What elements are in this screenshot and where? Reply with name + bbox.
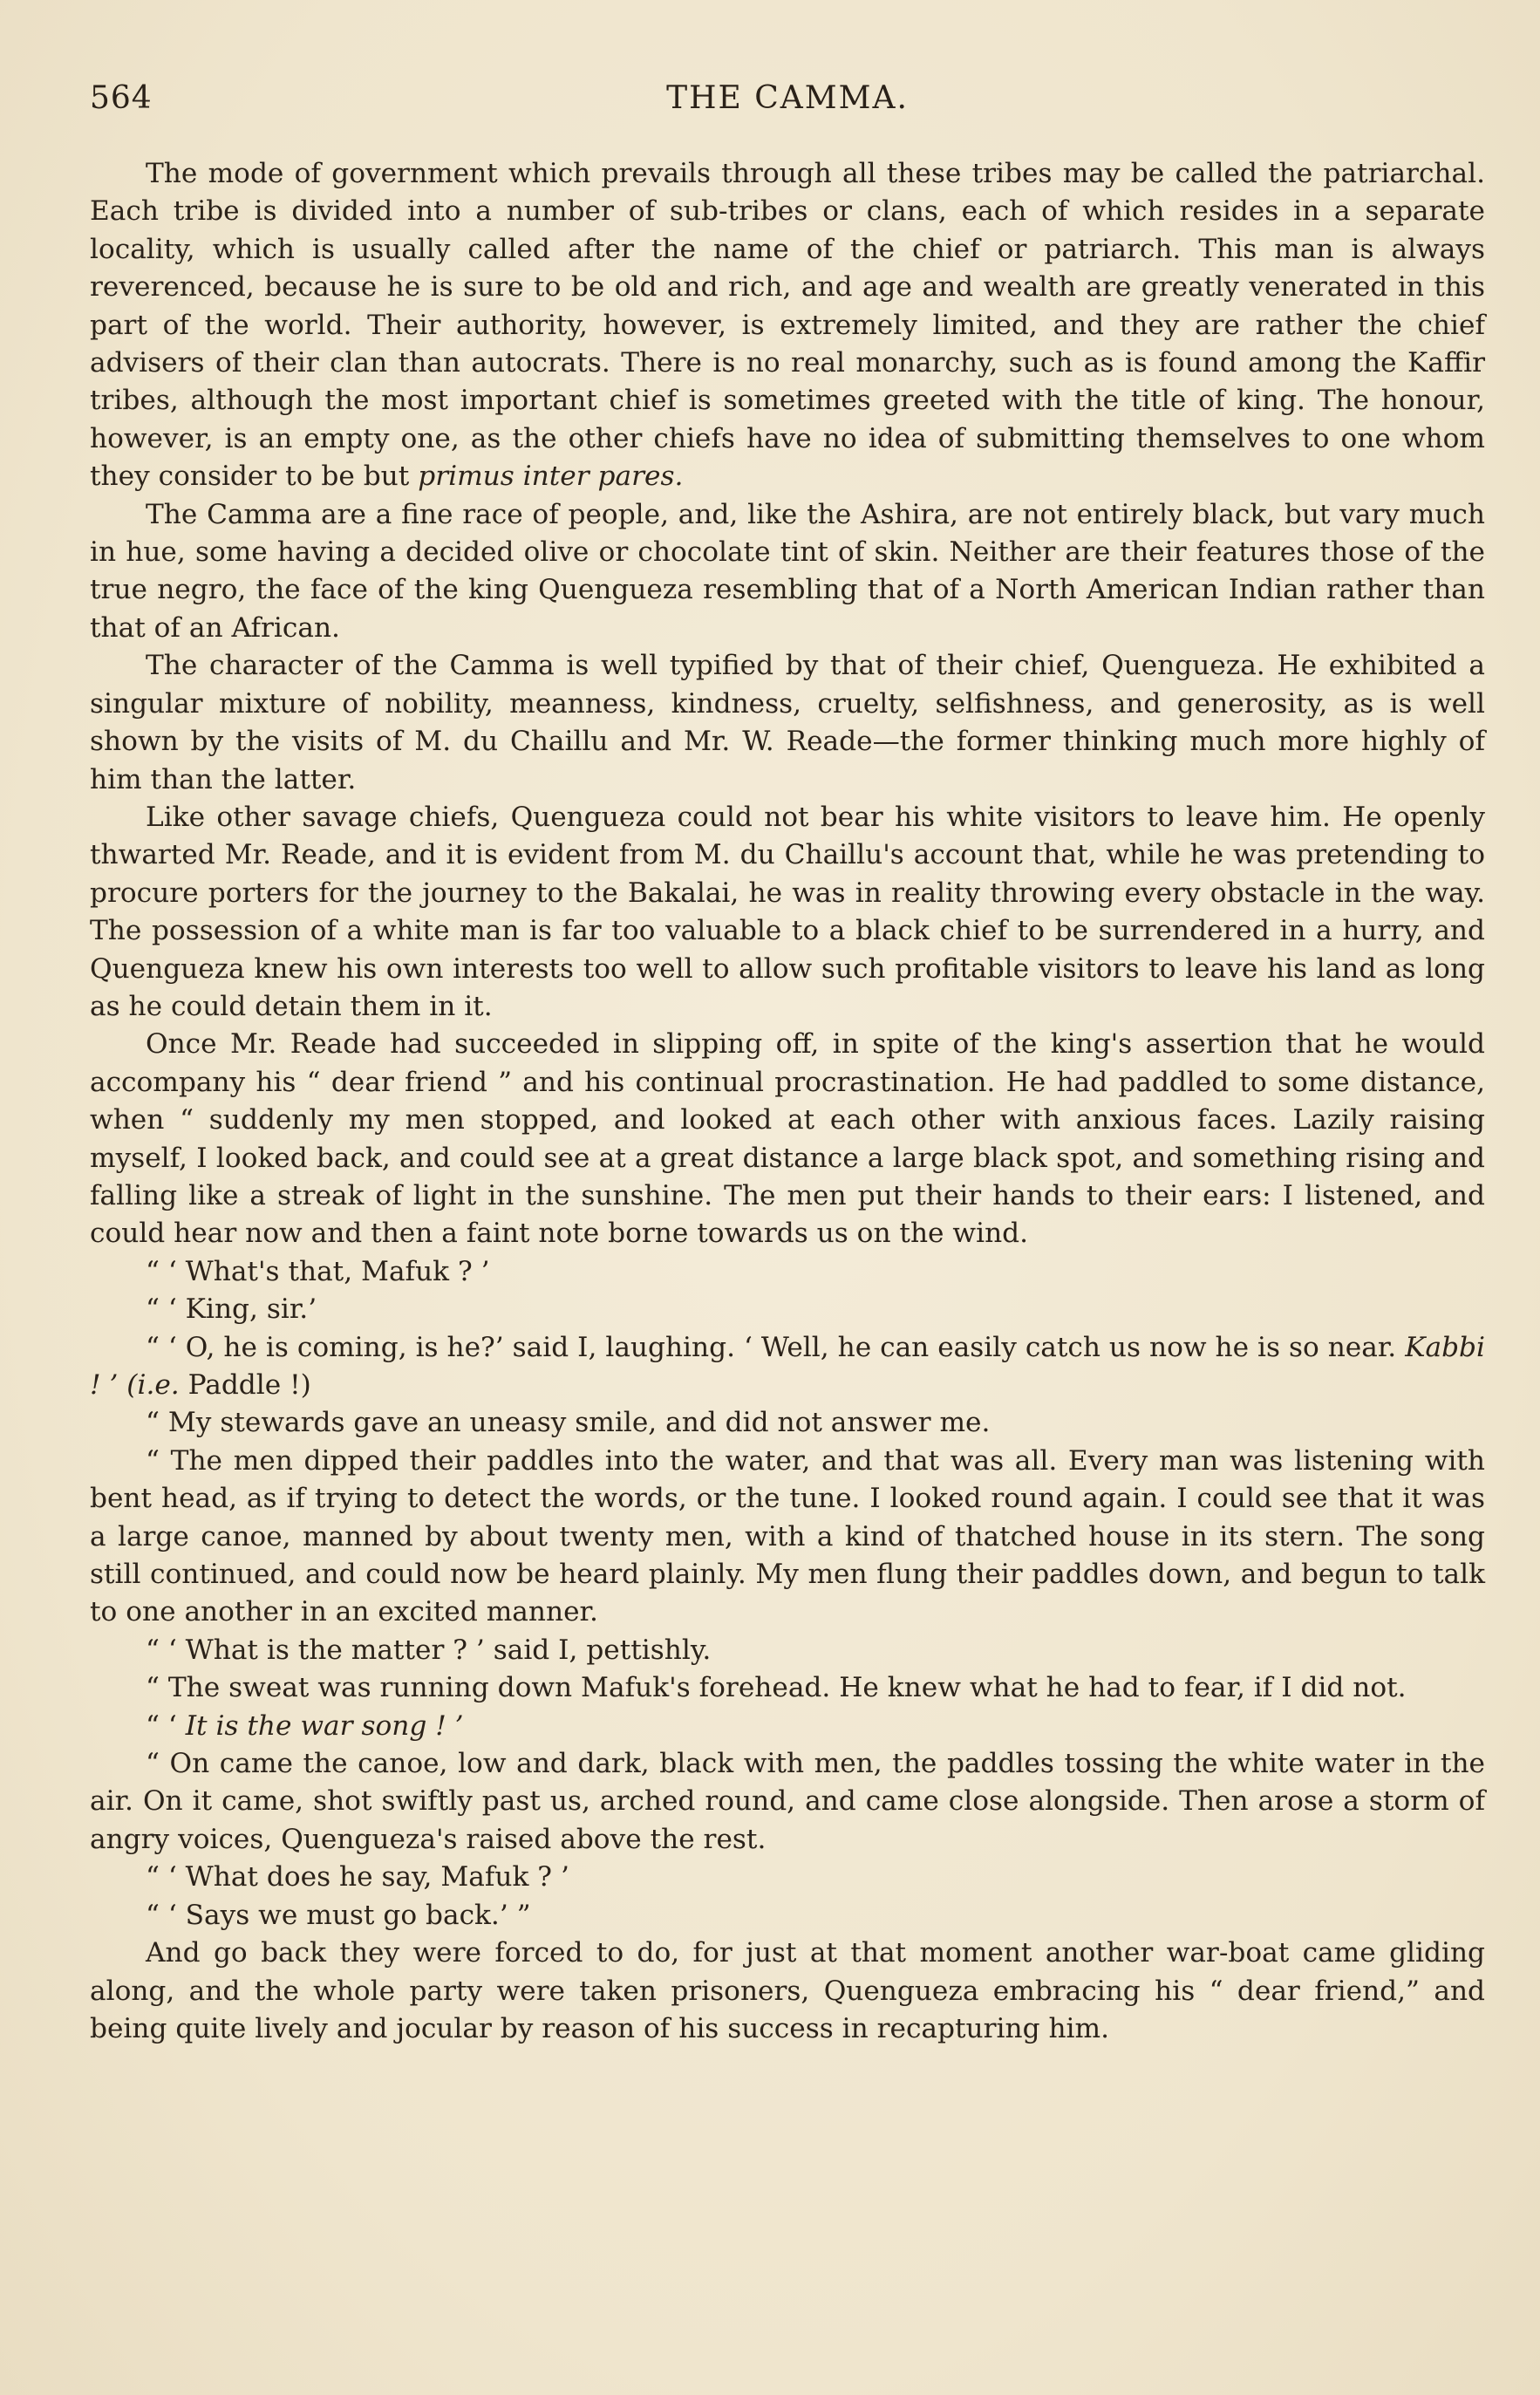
paragraph-stewards: “ My stewards gave an uneasy smile, and did not answer me. (146, 1407, 991, 1439)
italic-phrase: Kabbi ! ’ (90, 1331, 1485, 1401)
paragraph-reade-escape: Once Mr. Reade had succeeded in slipping off, in spite of the king's assertion that he would accompany his “ dear friend ” and his continual procrastination. He had paddled to some distance, when “ suddenly my men stopped, and looked at each other with anxious faces. Lazily raising myself, I looked back, and could see at a great distance a large black spot, and something rising and falling like a streak of light in the sunshine. The men put their hands to their ears: I listened, and could hear now and then a faint note borne towards us on the wind. (90, 1028, 1485, 1250)
paragraph-canoe: “ On came the canoe, low and dark, black with men, the paddles tossing the white water in the air. On it came, shot swiftly past us, arched round, and came close alongside. Then arose a storm of angry voices, Quengueza's raised above the rest. (90, 1748, 1485, 1855)
paragraph-prisoners: And go back they were forced to do, for just at that moment another war-boat came gliding along, and the whole party were taken prisoners, Quengueza embracing his “ dear friend,” and being quite lively and jocular by reason of his success in recapturing him. (90, 1937, 1485, 2044)
paragraph-text: The mode of government which prevails through all these tribes may be called the patriarchal. Each tribe is divided into a number of sub-tribes or clans, each of which resides in a separate locality, which is usually called after the name of the chief or patriarch. This man is always reverenced, because he is sure to be old and rich, and age and wealth are greatly venerated in this part of the world. Their authority, however, is extremely limited, and they are rather the chief advisers of their clan than autocrats. There is no real monarchy, such as is found among the Kaffir tribes, although the most important chief is sometimes greeted with the title of king. The honour, however, is an empty one, as the other chiefs have no idea of submitting themselves to one whom they consider to be but (90, 158, 1485, 493)
italic-phrase: It is the war song ! ’ (185, 1709, 464, 1742)
running-title: THE CAMMA. (666, 80, 909, 116)
dialogue-text: “ ‘ (146, 1709, 177, 1742)
paragraph-savage-chiefs: Like other savage chiefs, Quengueza could not bear his white visitors to leave him. He openly thwarted Mr. Reade, and it is evident from M. du Chaillu's account that, while he was pretending to procure porters for the journey to the Bakalai, he was in reality throwing every obstacle in the way. The possession of a white man is far too valuable to a black chief to be surrendered in a hurry, and Quengueza knew his own interests too well to allow such profitable visitors to leave his land as long as he could detain them in it. (90, 801, 1485, 1022)
paragraph-paddles: “ The men dipped their paddles into the water, and that was all. Every man was listening with bent head, as if trying to detect the words, or the tune. I looked round again. I could see that it was a large canoe, manned by about twenty men, with a kind of thatched house in its stern. The song still continued, and could now be heard plainly. My men flung their paddles down, and begun to talk to one another in an excited manner. (90, 1444, 1485, 1628)
dialogue-text: “ ‘ O, he is coming, is he?’ said I, laughing. ‘ Well, he can easily catch us now he is so near. (146, 1331, 1397, 1363)
paragraph-race: The Camma are a fine race of people, and, like the Ashira, are not entirely black, but vary much in hue, some having a decided olive or chocolate tint of skin. Neither are their features those of the true negro, the face of the king Quengueza resembling that of a North American Indian rather than that of an African. (90, 498, 1485, 644)
dialogue-line: “ ‘ King, sir.’ (146, 1293, 317, 1326)
italic-phrase: (i.e. (126, 1369, 180, 1401)
dialogue-line: “ ‘ Says we must go back.’ ” (146, 1899, 531, 1931)
body-text (90, 155, 1485, 2048)
dialogue-line: “ ‘ What's that, Mafuk ? ’ (146, 1255, 490, 1287)
paragraph-government (90, 155, 1485, 496)
dialogue-text: Paddle !) (179, 1369, 311, 1401)
dialogue-line (90, 1708, 1485, 1745)
dialogue-line: “ ‘ What is the matter ? ’ said I, pettishly. (146, 1634, 712, 1666)
paragraph-sweat: “ The sweat was running down Mafuk's forehead. He knew what he had to fear, if I did not. (146, 1672, 1407, 1704)
dialogue-line (90, 1329, 1485, 1405)
page-number: 564 (90, 80, 153, 116)
paragraph-character: The character of the Camma is well typified by that of their chief, Quengueza. He exhibited a singular mixture of nobility, meanness, kindness, cruelty, selfishness, and generosity, as is well shown by the visits of M. du Chaillu and Mr. W. Reade—the former thinking much more highly of him than the latter. (90, 650, 1485, 795)
dialogue-line: “ ‘ What does he say, Mafuk ? ’ (146, 1861, 569, 1893)
page-header (90, 80, 1485, 124)
italic-phrase: primus inter pares. (418, 461, 684, 493)
